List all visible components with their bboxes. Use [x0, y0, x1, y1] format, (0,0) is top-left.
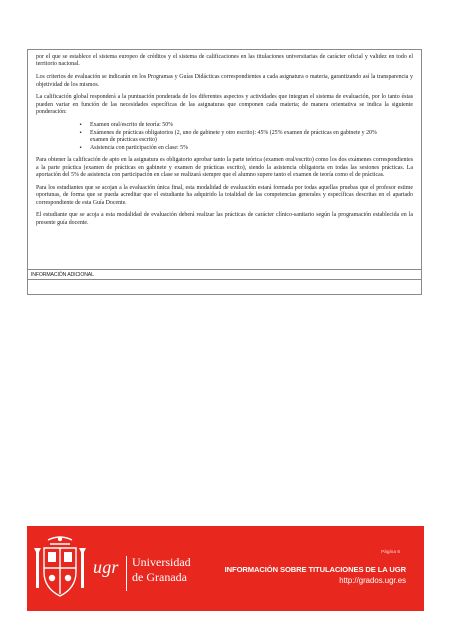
paragraph-pass-requirements: Para obtener la calificación de apto en la asignatura es obligatorio aprobar tanto la parte teórica (examen oral/escrito) como los dos exámenes correspondientes a la parte práctica (examen de prácticas en gabinete y examen de prácticas escrito), siendo la asistencia obligatoria en todas las sesiones prácticas. La aportación del 5% de asistencia con participación en clase se realizará siempre que el alumno supere tanto el examen de teoría como el de prácticas.: [36, 157, 413, 179]
bullet-icon: •: [79, 144, 83, 151]
bullet-icon: •: [79, 129, 83, 136]
ugr-wordmark: ugr: [93, 557, 119, 577]
crest-icon: [32, 534, 88, 602]
university-name: Universidad de Granada: [132, 555, 191, 584]
weighting-list: [36, 122, 413, 152]
paragraph-clinical-practice: El estudiante que se acoja a esta modalidad de evaluación deberá realizar las prácticas de carácter clínico-sanitario según la programación establecida en la presente guía docente.: [36, 212, 413, 226]
list-item: • Exámenes de prácticas obligatorios (2, uno de gabinete y otro escrito): 45% (25% examen de prácticas en gabinete y 20% examen de prácticas escrito): [79, 129, 377, 143]
footer-banner: [27, 526, 424, 611]
paragraph-single-final: Para los estudiantes que se acojan a la evaluación única final, esta modalidad de evaluación estará formada por todas aquellas pruebas que el profesor estime oportunas, de forma que se pueda acreditar que el estudiante ha adquirido la totalidad de las competencias generales y específicas descritas en el apartado correspondiente de esta Guía Docente.: [36, 184, 413, 206]
degrees-info-link[interactable]: http://grados.ugr.es: [339, 576, 406, 585]
evaluation-section: [27, 49, 422, 295]
list-item: • Asistencia con participación en clase: 5%: [79, 144, 188, 151]
degrees-info: [225, 565, 406, 587]
page-number: Página 6: [381, 550, 400, 555]
list-item: • Examen oral/escrito de teoría: 50%: [79, 121, 174, 128]
paragraph-decree: por el que se establece el sistema europeo de créditos y el sistema de calificaciones en las titulaciones universitarias de carácter oficial y validez en todo el territorio nacional.: [36, 54, 413, 68]
logo-divider: [126, 556, 127, 591]
evaluation-text: [28, 50, 421, 269]
paragraph-global-grade: La calificación global responderá a la puntuación ponderada de los diferentes aspectos y actividades que integran el sistema de evaluación, por lo tanto éstas pueden variar en función de las necesidades específicas de las asignaturas que componen cada materia; de manera orientativa se indica la siguiente ponderación:: [36, 94, 413, 116]
university-logo[interactable]: [32, 532, 232, 606]
paragraph-criteria: Los criterios de evaluación se indicarán en los Programas y Guías Didácticas correspondientes a cada asignatura o materia, garantizando así la transparencia y objetividad de los mismos.: [36, 74, 413, 88]
additional-info-heading: INFORMACIÓN ADICIONAL: [28, 269, 421, 280]
degrees-info-title: INFORMACIÓN SOBRE TITULACIONES DE LA UGR: [224, 565, 406, 574]
bullet-icon: •: [79, 121, 83, 128]
